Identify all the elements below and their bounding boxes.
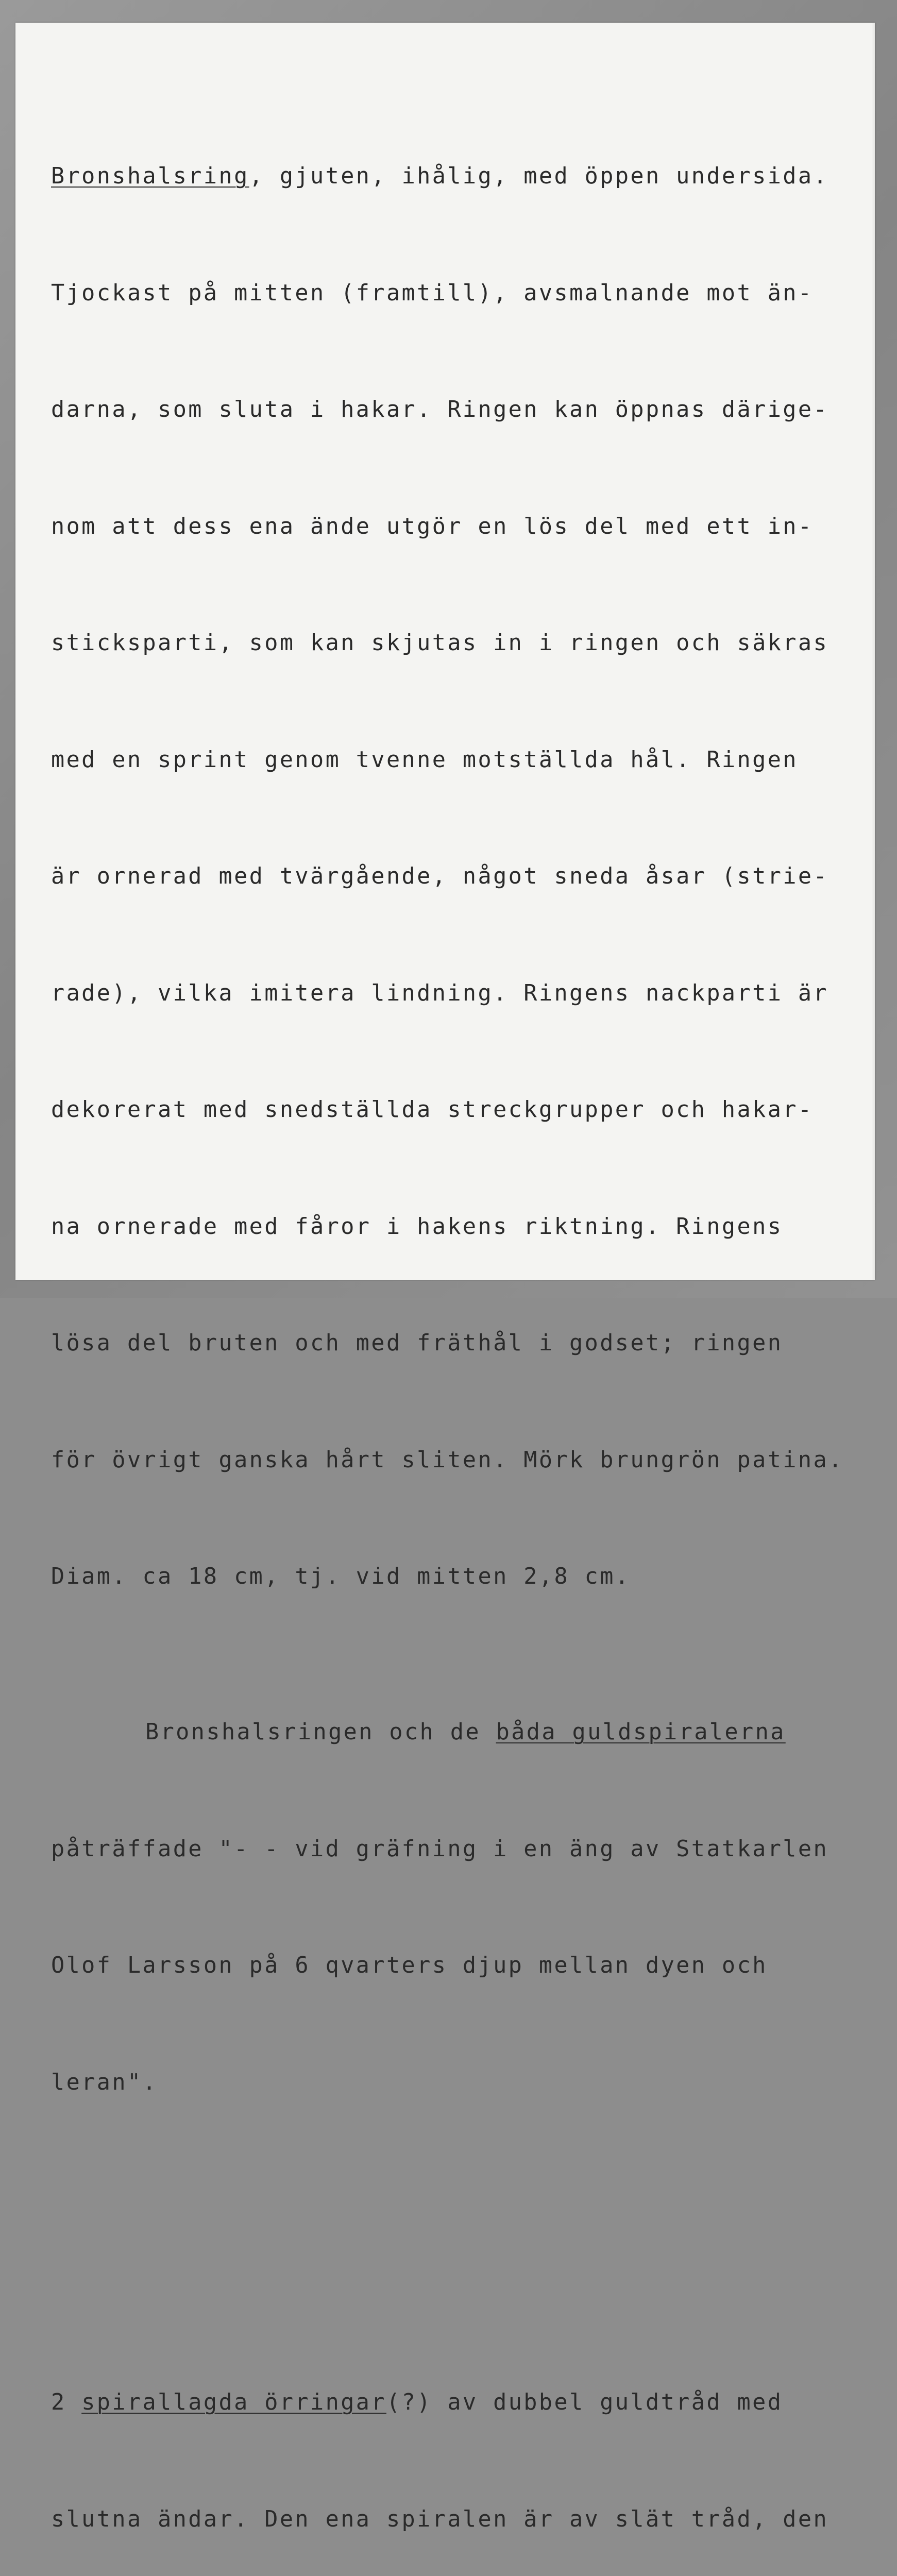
- text-line-indented: Bronshalsringen och de båda guldspiralerna: [145, 1719, 786, 1745]
- text-line: slutna ändar. Den ena spiralen är av slät tråd, den: [51, 2506, 829, 2532]
- text-line: sticksparti, som kan skjutas in i ringen och säkras: [51, 630, 829, 656]
- text-line: är ornerad med tvärgående, något sneda åsar (strie-: [51, 863, 829, 889]
- text-line: dekorerat med snedställda streckgrupper och hakar-: [51, 1097, 814, 1123]
- text-line: med en sprint genom tvenne motställda hål. Ringen: [51, 747, 798, 773]
- text-line: Bronshalsring, gjuten, ihålig, med öppen undersida.: [51, 163, 829, 189]
- text-line: rade), vilka imitera lindning. Ringens nackparti är: [51, 980, 829, 1006]
- text-line: Diam. ca 18 cm, tj. vid mitten 2,8 cm.: [51, 1564, 631, 1589]
- text-line: Olof Larsson på 6 qvarters djup mellan dyen och: [51, 1953, 768, 1978]
- text-line: påträffade "- - vid gräfning i en äng av Statkarlen: [51, 1836, 829, 1862]
- text-line: 2 spirallagda örringar(?) av dubbel guldtråd med: [51, 2389, 783, 2415]
- text-line: Tjockast på mitten (framtill), avsmalnande mot än-: [51, 280, 814, 306]
- underlined-term: båda guldspiralerna: [496, 1719, 786, 1745]
- text-line: darna, som sluta i hakar. Ringen kan öppnas därige-: [51, 397, 829, 422]
- paragraph-gap: [51, 2219, 875, 2267]
- text-line: leran".: [51, 2069, 158, 2095]
- underlined-term: spirallagda örringar: [81, 2389, 386, 2415]
- lead-term: Bronshalsring: [51, 163, 249, 189]
- catalog-card: [15, 23, 875, 2532]
- text-line: na ornerade med fåror i hakens riktning. Ringens: [51, 1213, 783, 1240]
- text-line: lösa del bruten och med fräthål i godset; ringen: [51, 1330, 783, 1356]
- typed-text-body: [51, 79, 875, 2576]
- text-line: för övrigt ganska hårt sliten. Mörk brungrön patina.: [51, 1447, 844, 1473]
- text-line: nom att dess ena ände utgör en lös del med ett in-: [51, 513, 814, 539]
